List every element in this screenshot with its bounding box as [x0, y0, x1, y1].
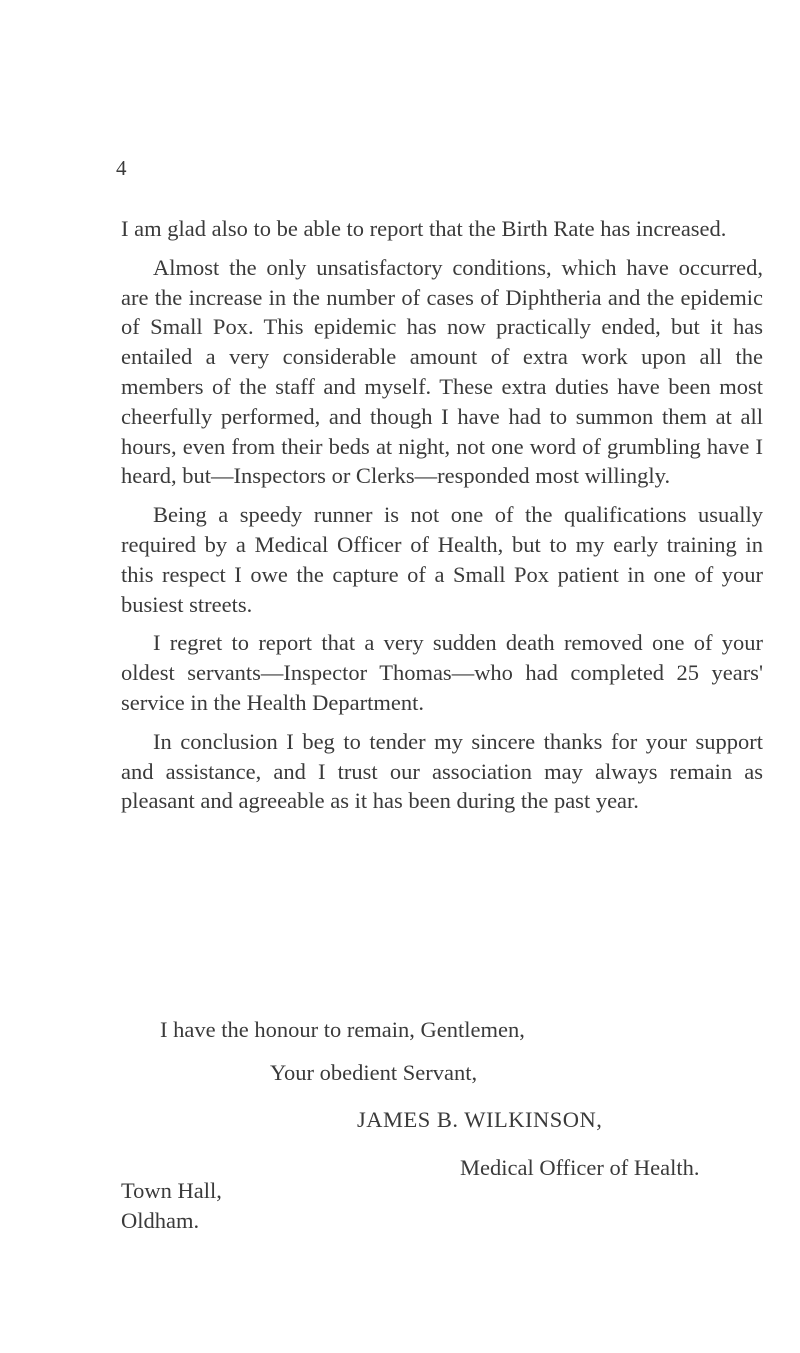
paragraph-speedy-runner: Being a speedy runner is not one of the qualifications usually required by a Medical Officer of Health, but to my early training in this respect I owe the capture of a Small Pox patient in one of your busiest streets.	[121, 502, 763, 617]
signature-name: JAMES B. WILKINSON,	[357, 1107, 603, 1132]
address-line-1: Town Hall,	[121, 1178, 222, 1203]
report-body	[121, 214, 763, 825]
paragraph-unsatisfactory-conditions: Almost the only unsatisfactory conditions, which have occurred, are the increase in the number of cases of Diphtheria and the epidemic of Small Pox. This epidemic has now practically ended, but it has entailed a very considerable amount of extra work upon all the members of the staff and myself. These extra duties have been most cheerfully performed, and though I have had to summon them at all hours, even from their beds at night, not one word of grumbling have I heard, but—Inspectors or Clerks—responded most willingly.	[121, 254, 763, 489]
closing-servant: Your obedient Servant,	[270, 1060, 478, 1085]
paragraph-birth-rate: I am glad also to be able to report that the Birth Rate has increased.	[121, 216, 727, 241]
closing-honour: I have the honour to remain, Gentlemen,	[160, 1017, 525, 1042]
address-line-2: Oldham.	[121, 1208, 200, 1233]
paragraph-sudden-death: I regret to report that a very sudden death removed one of your oldest servants—Inspector Thomas—who had completed 25 years' service in the Health Department.	[121, 630, 763, 715]
signature-title: Medical Officer of Health.	[460, 1155, 700, 1180]
page-number: 4	[116, 156, 127, 180]
paragraph-conclusion: In conclusion I beg to tender my sincere thanks for your support and assistance, and I trust our association may always remain as pleasant and agreeable as it has been during the past year.	[121, 728, 763, 814]
